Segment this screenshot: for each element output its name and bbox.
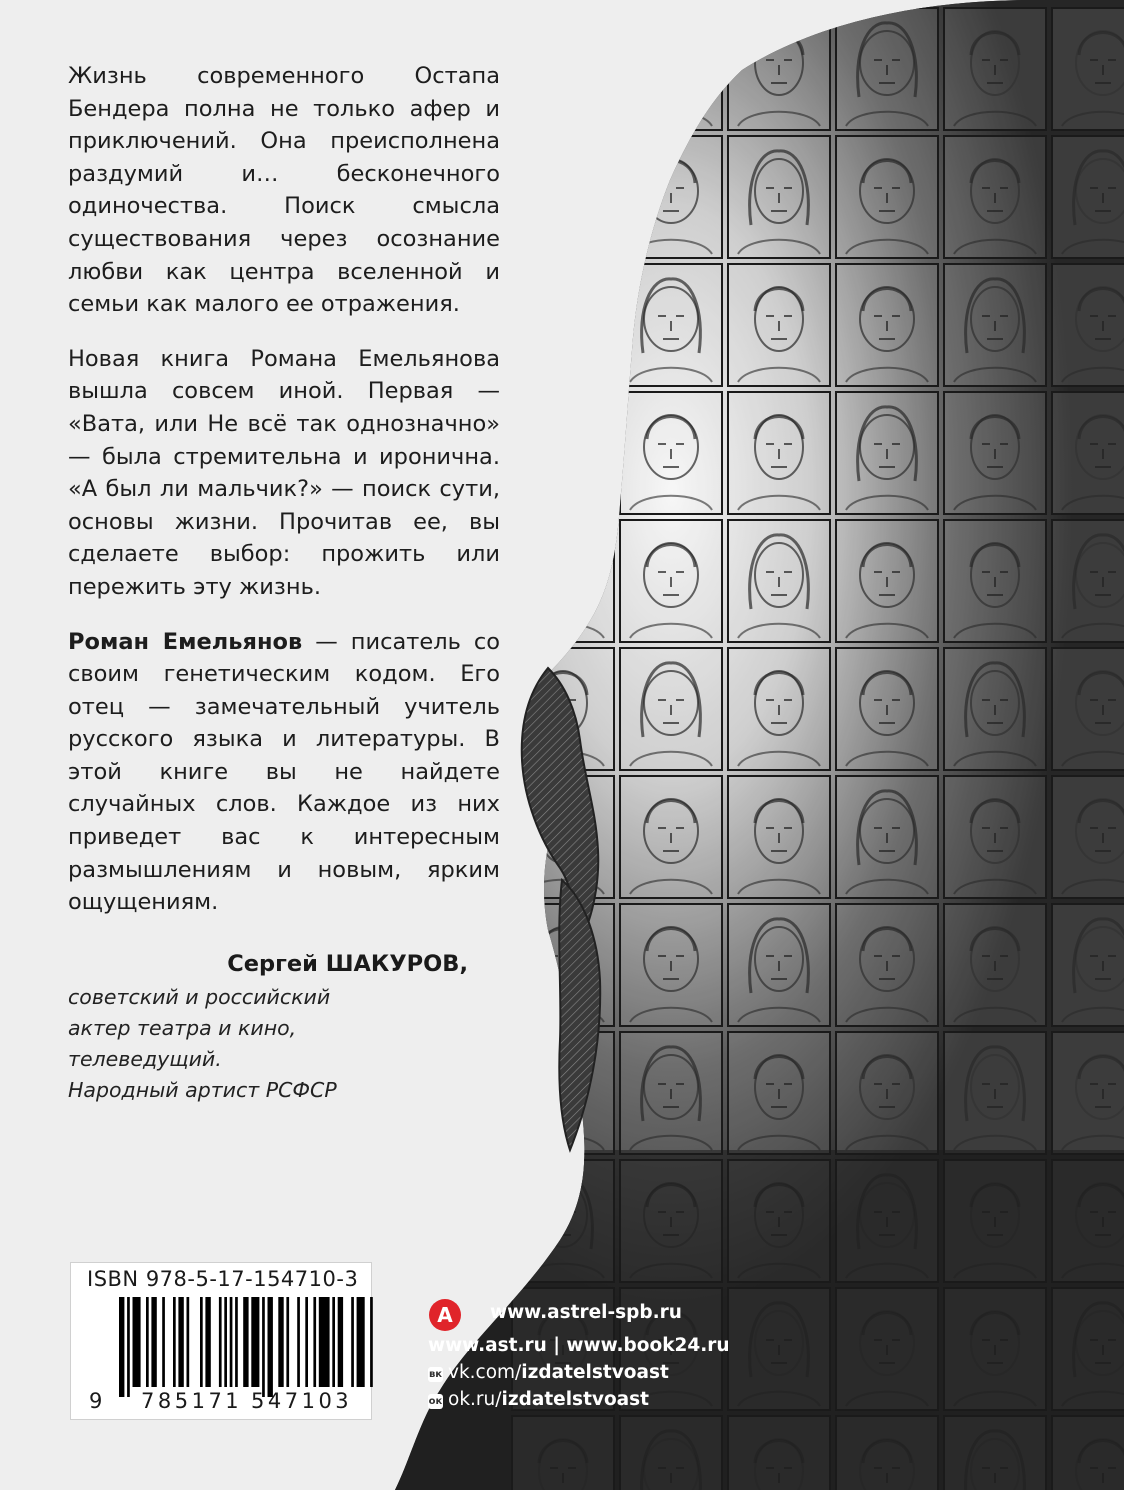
barcode-bar <box>332 1297 335 1387</box>
author-title-line-1: советский и российский <box>68 985 331 1009</box>
barcode-bar <box>224 1297 227 1387</box>
face-cell <box>944 392 1046 514</box>
face-cell <box>512 8 614 130</box>
face-cell <box>1052 904 1124 1026</box>
blurb-paragraph-2: Новая книга Романа Емельянова вышла совсем иной. Первая — «Вата, или Не всё так однозначно» — была стремительна и иронична. «А был ли мальчик?» — поиск сути, основы жизни. Прочитав ее, вы сделаете выбор: прожить или пережить эту жизнь. <box>68 345 500 600</box>
barcode-bar <box>319 1297 330 1387</box>
author-title-line-3: телеведущий. <box>68 1047 222 1071</box>
face-cell <box>728 904 830 1026</box>
face-cell <box>620 648 722 770</box>
face-cell <box>1052 776 1124 898</box>
barcode-bar <box>357 1297 365 1387</box>
barcode-bar <box>127 1297 130 1397</box>
ok-icon: ок <box>428 1396 443 1407</box>
face-cell <box>836 264 938 386</box>
barcode-bar <box>268 1297 273 1397</box>
face-cell <box>620 264 722 386</box>
isbn-label: ISBN 978-5-17-154710-3 <box>87 1267 359 1291</box>
face-cell <box>1052 264 1124 386</box>
face-cell <box>728 1032 830 1154</box>
blurb-paragraph-1: Жизнь современного Остапа Бендера полна не только афер и приключений. Она преисполнена раздумий и… бесконечного одиночества. Поиск смысла существования через осознание любви как центра вселенной и семьи как малого ее отражения. <box>68 63 500 318</box>
face-cell <box>1052 136 1124 258</box>
barcode-bar <box>146 1297 149 1387</box>
quote-author-titles <box>68 982 408 1106</box>
face-cell <box>836 392 938 514</box>
blurb-text <box>68 60 500 941</box>
face-cell <box>944 904 1046 1026</box>
link-astrel-spb[interactable]: www.astrel-spb.ru <box>490 1302 682 1323</box>
barcode-bar <box>251 1297 259 1387</box>
face-cell <box>836 520 938 642</box>
face-cell <box>728 392 830 514</box>
face-cell <box>620 1032 722 1154</box>
barcode-bar <box>278 1297 283 1387</box>
barcode-bar <box>286 1297 289 1387</box>
barcode-bar <box>205 1297 210 1387</box>
face-cell <box>944 136 1046 258</box>
links-ast-book24[interactable]: www.ast.ru | www.book24.ru <box>428 1335 730 1356</box>
barcode-bar <box>151 1297 156 1387</box>
ok-prefix: ok.ru/ <box>448 1389 502 1410</box>
barcode-bar <box>235 1297 238 1387</box>
face-cell <box>836 904 938 1026</box>
barcode-bar <box>370 1297 373 1387</box>
publisher-logo-icon <box>428 1298 462 1332</box>
barcode-bar <box>119 1297 124 1397</box>
face-cell <box>728 8 830 130</box>
face-cell <box>620 520 722 642</box>
face-cell <box>1052 392 1124 514</box>
vk-handle: izdatelstvoast <box>521 1362 669 1383</box>
face-cell <box>836 136 938 258</box>
barcode-bar <box>173 1297 176 1387</box>
face-cell <box>512 392 614 514</box>
ok-handle: izdatelstvoast <box>501 1389 650 1410</box>
vk-prefix: vk.com/ <box>448 1362 522 1383</box>
face-cell <box>944 776 1046 898</box>
face-cell <box>728 520 830 642</box>
face-cell <box>728 648 830 770</box>
face-cell <box>836 776 938 898</box>
face-cell <box>944 648 1046 770</box>
quote-author: Сергей ШАКУРОВ, <box>227 951 468 977</box>
face-cell <box>1052 520 1124 642</box>
face-cell <box>728 264 830 386</box>
barcode-bar <box>305 1297 308 1387</box>
vk-icon: вк <box>428 1369 443 1380</box>
ean-first-digit: 9 <box>89 1389 103 1413</box>
barcode-bar <box>313 1297 316 1387</box>
blurb-paragraph-3 <box>68 626 500 919</box>
ean-right-digits: 547103 <box>251 1389 353 1413</box>
author-title-line-2: актер театра и кино, <box>68 1016 297 1040</box>
barcode-bar <box>178 1297 183 1387</box>
barcode-bar <box>187 1297 190 1387</box>
face-cell <box>836 648 938 770</box>
barcode-panel <box>70 1262 372 1420</box>
barcode-bar <box>219 1297 222 1387</box>
face-cell <box>944 8 1046 130</box>
face-cell <box>620 776 722 898</box>
barcode-bar <box>162 1297 165 1387</box>
face-cell <box>1052 8 1124 130</box>
face-cell <box>728 136 830 258</box>
face-cell <box>512 264 614 386</box>
face-cell <box>944 1032 1046 1154</box>
face-cell <box>512 520 614 642</box>
link-ok[interactable] <box>428 1389 649 1410</box>
face-cell <box>620 136 722 258</box>
barcode-bar <box>200 1297 203 1387</box>
ean-left-digits: 785171 <box>141 1389 243 1413</box>
face-cell <box>836 8 938 130</box>
barcode-bar <box>338 1297 343 1387</box>
face-cell <box>1052 1032 1124 1154</box>
publisher-logo-letter: A <box>437 1303 453 1327</box>
link-vk[interactable] <box>428 1362 669 1383</box>
face-cell <box>620 392 722 514</box>
barcode-bar <box>243 1297 248 1387</box>
barcode-bar <box>133 1297 141 1387</box>
author-description: — писатель со своим генетическим кодом. Его отец — замечательный учитель русского языка и литературы. В этой книге вы не найдете случайных слов. Каждое из них приведет вас к интересным размышлениям и новым, ярким ощущениям. <box>68 628 500 916</box>
barcode-bar <box>351 1297 354 1387</box>
face-cell <box>836 1032 938 1154</box>
face-cell <box>512 136 614 258</box>
face-cell <box>620 904 722 1026</box>
barcode-bar <box>297 1297 300 1387</box>
face-cell <box>620 8 722 130</box>
face-cell <box>944 264 1046 386</box>
face-cell <box>728 776 830 898</box>
face-cell <box>944 520 1046 642</box>
author-name: Роман Емельянов <box>68 628 303 655</box>
face-cell <box>1052 648 1124 770</box>
barcode-bar <box>230 1297 233 1387</box>
barcode-bar <box>262 1297 265 1397</box>
author-title-line-4: Народный артист РСФСР <box>68 1078 337 1102</box>
